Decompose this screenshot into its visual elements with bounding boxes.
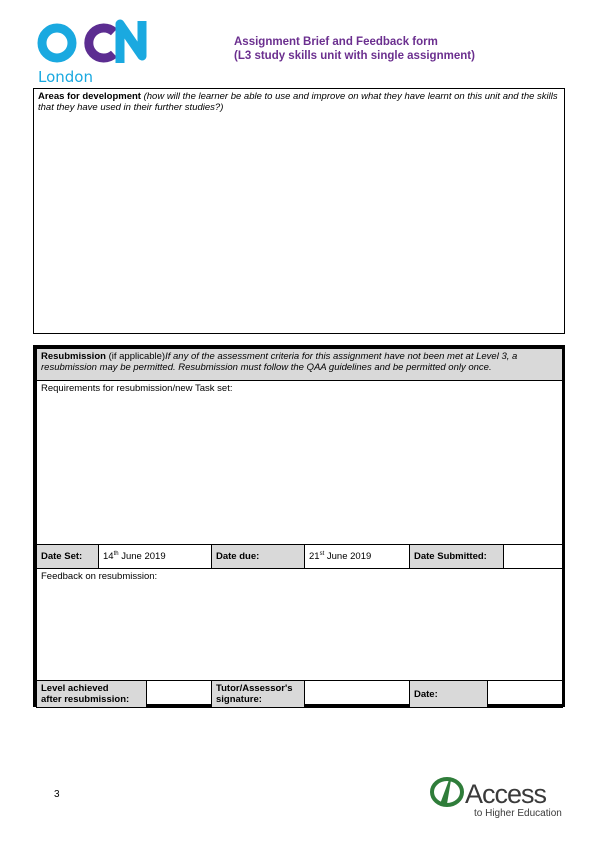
areas-for-development-box[interactable] [33, 88, 565, 334]
ocn-london-logo [36, 18, 156, 86]
access-logo-subtitle: to Higher Education [474, 808, 562, 819]
date-set-value[interactable]: 14th June 2019 [99, 545, 212, 569]
level-achieved-value[interactable] [147, 681, 212, 708]
date-due-label: Date due: [212, 545, 305, 569]
requirements-cell[interactable] [37, 381, 563, 545]
feedback-label: Feedback on resubmission: [41, 571, 158, 582]
resubmission-label: Resubmission [41, 351, 106, 362]
requirements-label: Requirements for resubmission/new Task set: [41, 383, 233, 394]
feedback-cell[interactable] [37, 569, 563, 681]
date-value[interactable] [488, 681, 563, 708]
areas-for-development-prompt: (how will the learner be able to use and improve on what they have learnt on this unit and the skills that they have used in their further studies?) [38, 91, 558, 113]
access-logo-title: Access [465, 779, 547, 809]
date-submitted-label: Date Submitted: [410, 545, 504, 569]
resubmission-section [33, 345, 565, 707]
resubmission-header [37, 349, 563, 381]
date-label: Date: [410, 681, 488, 708]
areas-for-development-label: Areas for development [38, 91, 141, 102]
date-submitted-value[interactable] [504, 545, 563, 569]
form-title-line2: (L3 study skills unit with single assignment) [234, 50, 475, 62]
date-due-value[interactable]: 21st June 2019 [305, 545, 410, 569]
resubmission-applicable: (if applicable) [108, 351, 166, 362]
page-number: 3 [54, 789, 60, 800]
access-to-he-logo [430, 776, 568, 820]
form-title [234, 35, 475, 63]
resubmission-note: If any of the assessment criteria for this assignment have not been met at Level 3, a resubmission may be permitted. Resubmission must follow the QAA guidelines and be permitted only once. [41, 351, 518, 373]
tutor-signature-label: Tutor/Assessor's signature: [212, 681, 305, 708]
tutor-signature-value[interactable] [305, 681, 410, 708]
level-achieved-label: Level achieved after resubmission: [37, 681, 147, 708]
form-title-line1: Assignment Brief and Feedback form [234, 36, 438, 48]
date-set-label: Date Set: [37, 545, 99, 569]
ocn-logo-subtext: London [38, 68, 93, 86]
